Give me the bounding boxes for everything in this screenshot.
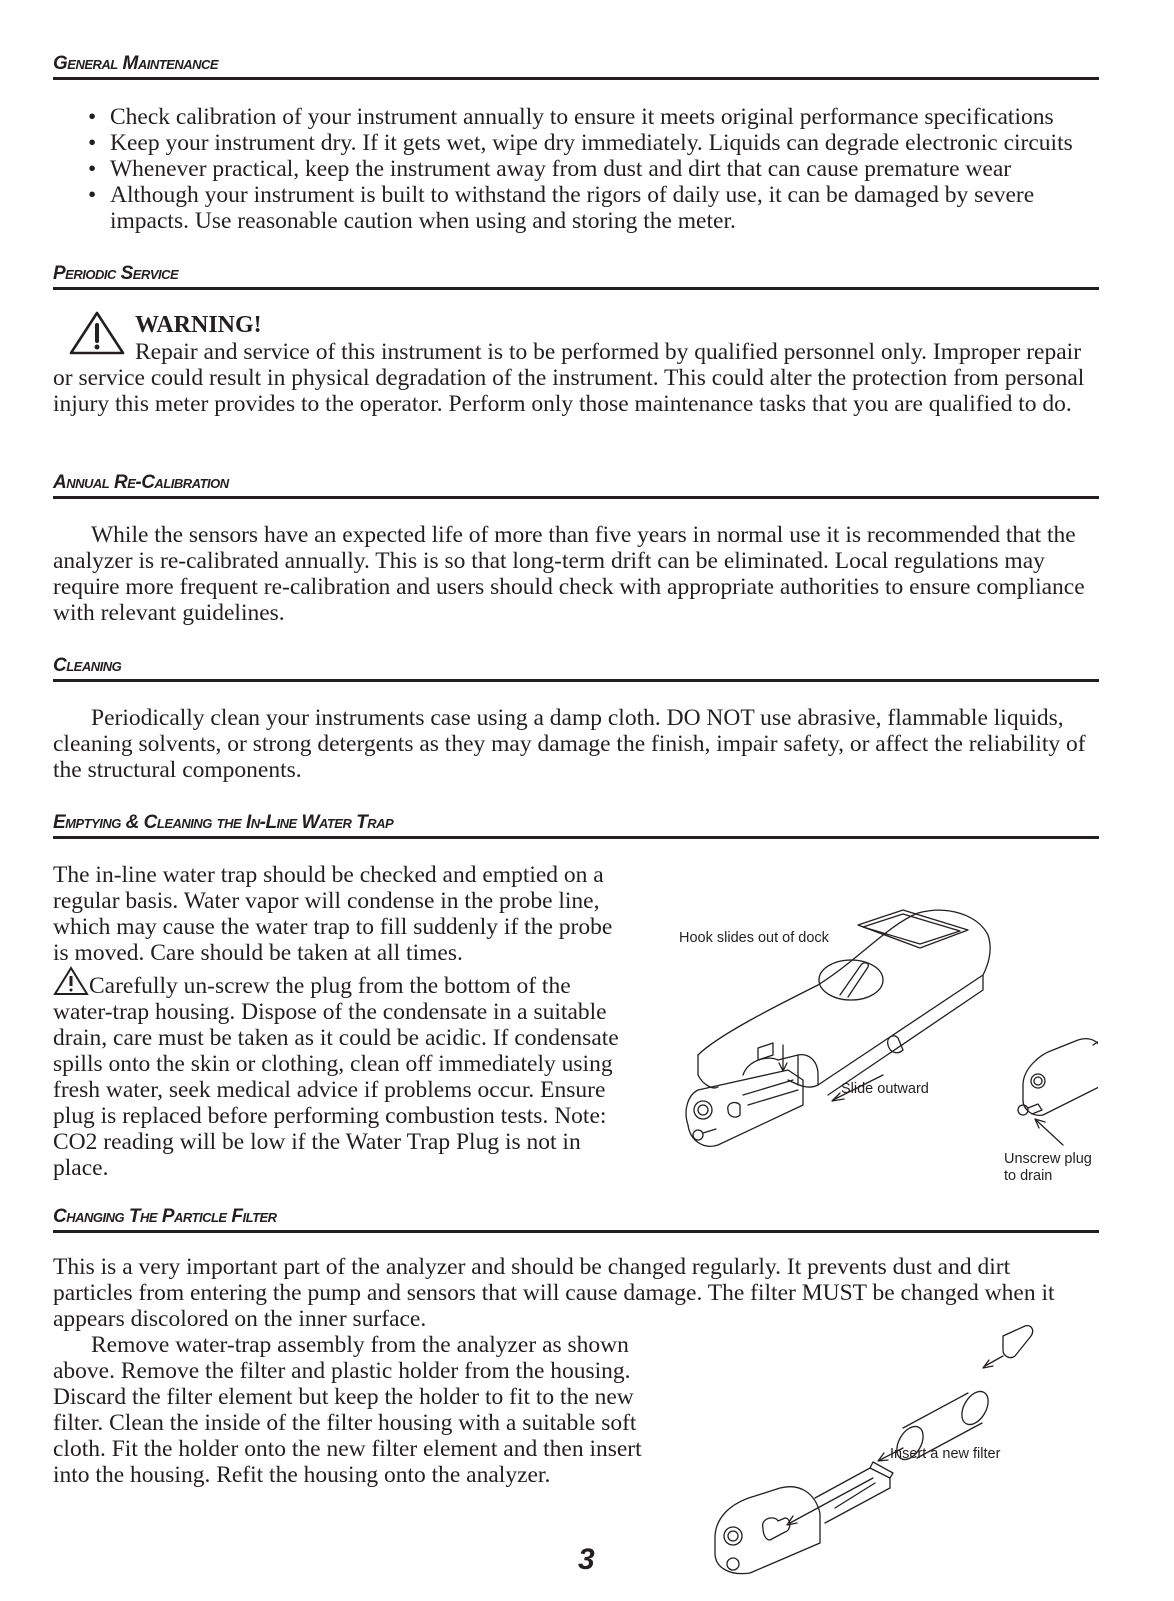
caption-slide-outward: Slide outward (841, 1081, 929, 1097)
caption-hook: Hook slides out of dock (679, 930, 829, 946)
page-number: 3 (578, 1543, 595, 1576)
section-heading-general-maintenance: General Maintenance (53, 53, 1099, 80)
list-item: • Keep your instrument dry. If it gets wet, wipe dry immediately. Liquids can degrade electronic circuits (88, 130, 1073, 156)
particle-filter-steps: Remove water-trap assembly from the analyzer as shown above. Remove the filter and plastic holder from the housing. Discard the filter element but keep the holder to fit to the new filter. Clean the inside of the filter housing with a suitable soft cloth. Fit the holder onto the new filter element and then insert into the housing. Refit the housing onto the analyzer. (53, 1332, 642, 1488)
warning-text: Repair and service of this instrument is to be performed by qualified personnel only. Improper repair or service could result in physical degradation of the instrument. This could alter the protection from personal injury this meter provides to the operator. Perform only those maintenance tasks that you are qualified to do. (53, 339, 1085, 417)
section-heading-water-trap: Emptying & Cleaning the In-Line Water Trap (53, 812, 1099, 839)
bullet-icon: • (88, 182, 97, 208)
warning-triangle-icon (53, 966, 89, 996)
list-item: • Whenever practical, keep the instrument away from dust and dirt that can cause premature wear (88, 156, 1012, 182)
cleaning-paragraph: Periodically clean your instruments case using a damp cloth. DO NOT use abrasive, flammable liquids, cleaning solvents, or strong detergents as they may damage the finish, impair safety, or affect the reliability of the structural components. (53, 705, 1086, 783)
section-heading-annual-recalibration: Annual Re-Calibration (53, 472, 1099, 499)
general-maintenance-list (53, 104, 1099, 234)
section-heading-cleaning: Cleaning (53, 655, 1099, 682)
caption-insert-filter: Insert a new filter (890, 1446, 1001, 1462)
section-heading-periodic-service: Periodic Service (53, 263, 1099, 290)
section-heading-particle-filter: Changing The Particle Filter (53, 1206, 1099, 1233)
list-item: • Check calibration of your instrument annually to ensure it meets original performance specifications (88, 104, 1054, 130)
particle-filter-intro: This is a very important part of the analyzer and should be changed regularly. It prevents dust and dirt particles from entering the pump and sensors that will cause damage. The filter MUST be changed when it appears discolored on the inner surface. (53, 1254, 1055, 1332)
warning-title: WARNING! (135, 312, 262, 338)
bullet-icon: • (88, 156, 97, 182)
caption-unscrew-plug: Unscrew plug to drain (1004, 1151, 1092, 1184)
analyzer-water-trap-illustration (658, 905, 1098, 1155)
water-trap-warning: Carefully un-screw the plug from the bottom of the water-trap housing. Dispose of the condensate in a suitable drain, care must be taken as it could be acidic. If condensate spills onto the skin or clothing, clean off immediately using fresh water, seek medical advice if problems occur. Ensure plug is replaced before performing combustion tests. Note: CO2 reading will be low if the Water Trap Plug is not in place. (53, 966, 623, 1181)
water-trap-text (53, 862, 623, 1181)
water-trap-intro: The in-line water trap should be checked and emptied on a regular basis. Water vapor will condense in the probe line, which may cause the water trap to fill suddenly if the probe is moved. Care should be taken at all times. (53, 862, 613, 966)
list-item: • Although your instrument is built to withstand the rigors of daily use, it can be damaged by severe impacts. Use reasonable caution when using and storing the meter. (88, 182, 1035, 234)
bullet-icon: • (88, 104, 97, 130)
recalibration-paragraph: While the sensors have an expected life of more than five years in normal use it is recommended that the analyzer is re-calibrated annually. This is so that long-term drift can be eliminated. Local regulations may require more frequent re-calibration and users should check with appropriate authorities to ensure compliance with relevant guidelines. (53, 522, 1085, 626)
filter-replacement-illustration (685, 1318, 1045, 1578)
bullet-icon: • (88, 130, 97, 156)
